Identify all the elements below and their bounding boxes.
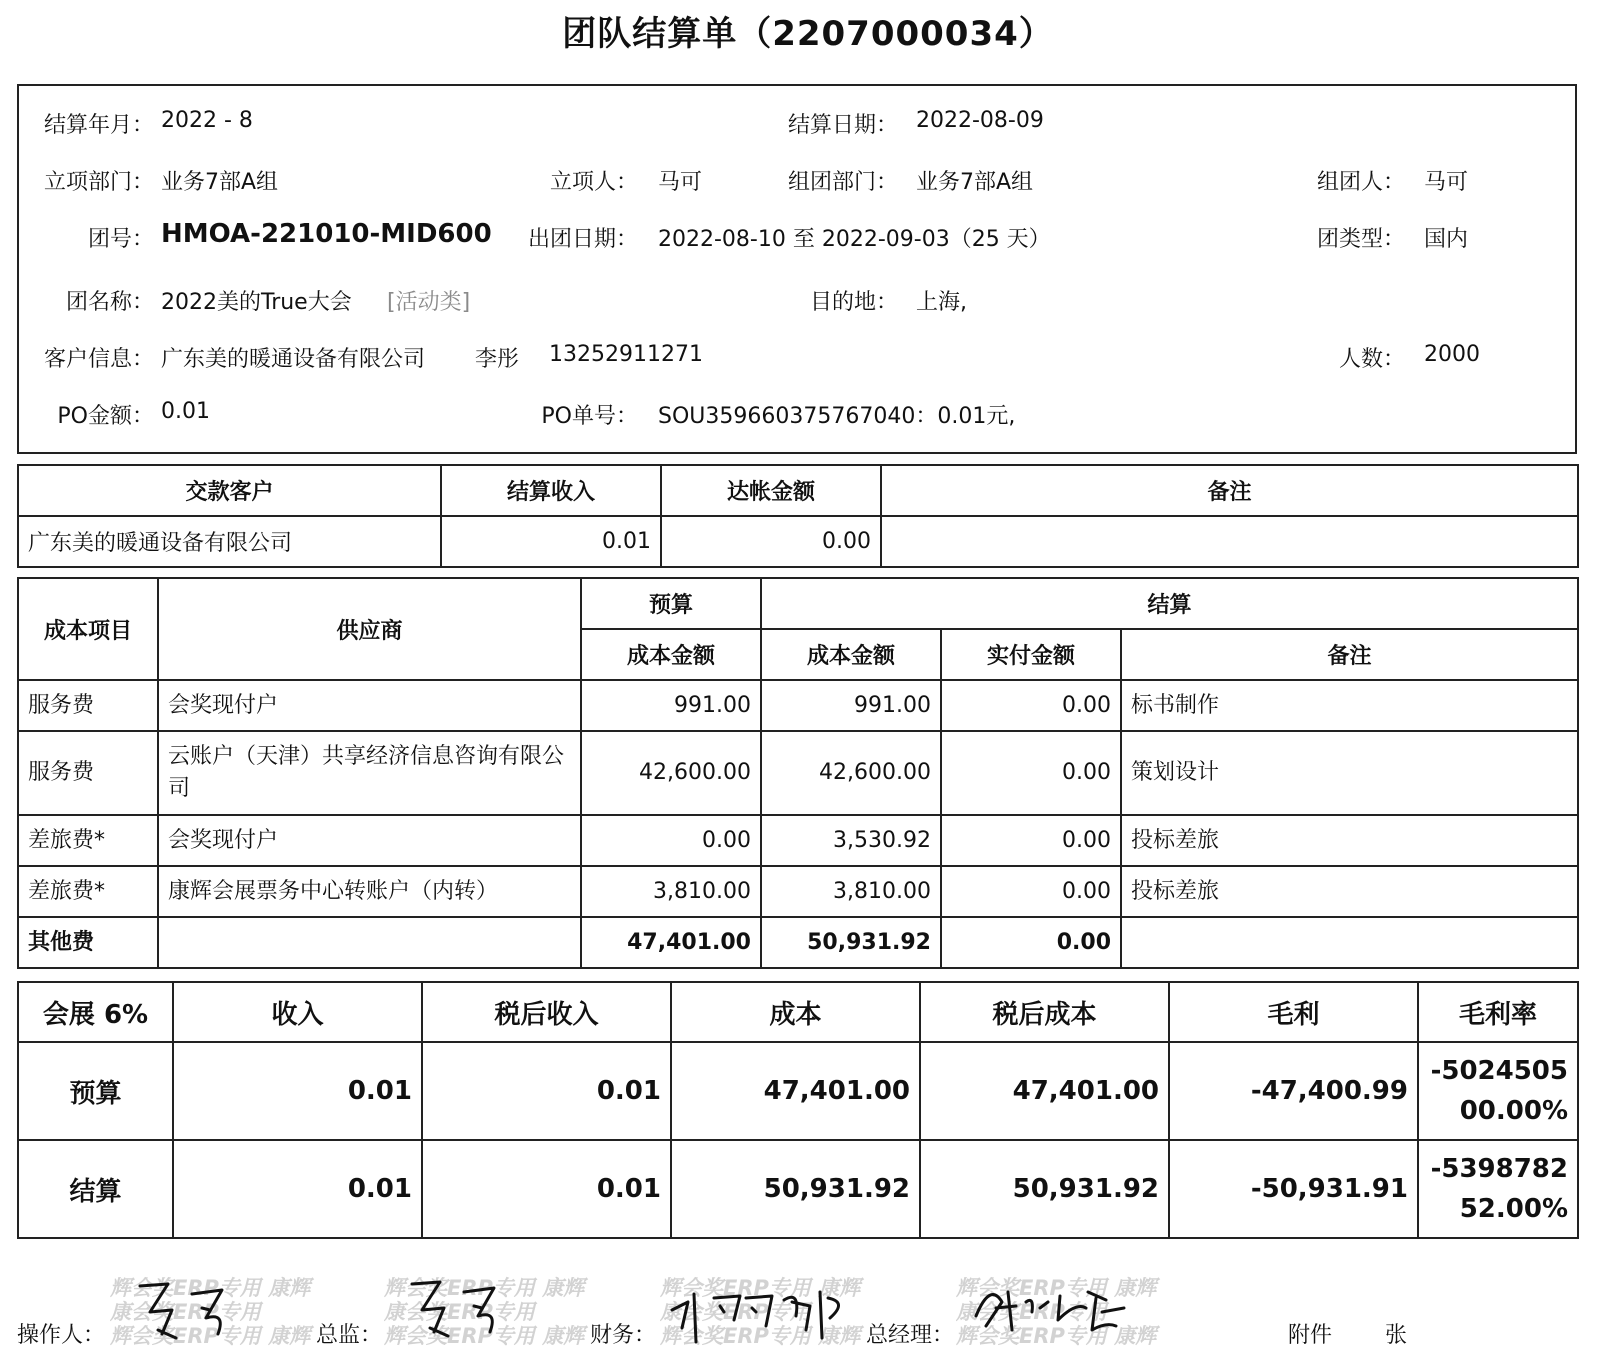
po-amount-label: PO金额： [57, 404, 154, 429]
cost-item: 差旅费* [18, 815, 158, 866]
group-person-label: 组团人： [1316, 170, 1405, 195]
summary-profit: -50,931.91 [1169, 1140, 1418, 1238]
cost-supplier: 云账户（天津）共享经济信息咨询有限公司 [158, 731, 581, 815]
cost-settle: 3,530.92 [761, 815, 941, 866]
summary-row-settlement [18, 1140, 1578, 1238]
people-label: 人数： [1338, 347, 1405, 372]
cost-note: 标书制作 [1121, 680, 1578, 731]
header-note: 备注 [881, 465, 1578, 516]
group-name-value: 2022美的True大会 [161, 290, 352, 315]
summary-margin-line1: -5398782 [1430, 1154, 1568, 1184]
cost-total-supplier [158, 917, 581, 968]
group-no-label: 团号： [87, 227, 154, 252]
header-after-tax-income: 税后收入 [422, 982, 671, 1042]
summary-margin-line2: 52.00% [1459, 1194, 1568, 1224]
attachment-label: 附件 [1288, 1323, 1333, 1348]
group-type-label: 团类型： [1316, 227, 1405, 252]
signature-scribble [384, 1272, 594, 1350]
settle-month-value: 2022 - 8 [161, 108, 253, 133]
director-signature: 辉会奖ERP专用 康辉 康会奖ERP专用 辉会奖ERP专用 康辉 [384, 1272, 594, 1350]
table-row [18, 516, 1578, 567]
cost-total-note [1121, 917, 1578, 968]
header-gross-profit: 毛利 [1169, 982, 1418, 1042]
customer-phone: 13252911271 [549, 342, 703, 367]
operator-signature: 辉会奖ERP专用 康辉 康会奖ERP专用 辉会奖ERP专用 康辉 [110, 1272, 320, 1350]
people-value: 2000 [1424, 342, 1480, 367]
project-person-label: 立项人： [549, 170, 638, 195]
header-settlement: 结算 [761, 578, 1578, 629]
cost-paid: 0.00 [941, 866, 1121, 917]
group-person-value: 马可 [1424, 170, 1469, 195]
customer-label: 客户信息： [43, 347, 154, 372]
header-paid-amount: 实付金额 [941, 629, 1121, 680]
cost-budget: 42,600.00 [581, 731, 761, 815]
cost-settle: 42,600.00 [761, 731, 941, 815]
cost-paid: 0.00 [941, 680, 1121, 731]
cost-supplier: 会奖现付户 [158, 680, 581, 731]
summary-row-budget [18, 1042, 1578, 1140]
summary-margin [1418, 1042, 1578, 1140]
payment-received: 0.00 [661, 516, 881, 567]
payment-note [881, 516, 1578, 567]
table-row [18, 731, 1578, 815]
signature-scribble [660, 1272, 870, 1350]
group-name-label: 团名称： [65, 290, 154, 315]
summary-margin [1418, 1140, 1578, 1238]
cost-settle: 3,810.00 [761, 866, 941, 917]
project-person-value: 马可 [658, 170, 703, 195]
depart-date-value: 2022-08-10 至 2022-09-03（25 天） [658, 227, 1051, 252]
summary-cost: 47,401.00 [671, 1042, 920, 1140]
customer-company: 广东美的暖通设备有限公司 [161, 347, 426, 372]
summary-table [17, 981, 1579, 1239]
cost-note: 策划设计 [1121, 731, 1578, 815]
group-category-tag: [活动类] [387, 290, 471, 315]
summary-margin-line1: -5024505 [1430, 1056, 1568, 1086]
cost-item: 差旅费* [18, 866, 158, 917]
po-no-label: PO单号： [541, 404, 638, 429]
header-budget: 预算 [581, 578, 761, 629]
info-panel [17, 84, 1577, 454]
table-row [18, 680, 1578, 731]
table-row [18, 815, 1578, 866]
group-no-value: HMOA-221010-MID600 [161, 219, 492, 249]
table-row [18, 866, 1578, 917]
payment-income: 0.01 [441, 516, 661, 567]
po-no-value: SOU359660375767040：0.01元, [658, 404, 1016, 429]
header-supplier: 供应商 [158, 578, 581, 680]
header-income: 收入 [173, 982, 422, 1042]
payment-table [17, 464, 1579, 568]
operator-label: 操作人： [17, 1323, 106, 1348]
po-amount-value: 0.01 [161, 399, 210, 424]
header-exhibition-rate: 会展 6% [18, 982, 173, 1042]
summary-label: 预算 [18, 1042, 173, 1140]
header-received-amount: 达帐金额 [661, 465, 881, 516]
director-label: 总监： [316, 1323, 383, 1348]
summary-cost: 50,931.92 [671, 1140, 920, 1238]
cost-table [17, 577, 1579, 969]
header-cost-item: 成本项目 [18, 578, 158, 680]
cost-note: 投标差旅 [1121, 815, 1578, 866]
cost-total-settle: 50,931.92 [761, 917, 941, 968]
cost-total-row [18, 917, 1578, 968]
header-gross-margin: 毛利率 [1418, 982, 1578, 1042]
summary-profit: -47,400.99 [1169, 1042, 1418, 1140]
settle-date-value: 2022-08-09 [916, 108, 1044, 133]
cost-total-budget: 47,401.00 [581, 917, 761, 968]
cost-total-paid: 0.00 [941, 917, 1121, 968]
group-dept-value: 业务7部A组 [916, 170, 1034, 195]
group-type-value: 国内 [1424, 227, 1469, 252]
signature-scribble [110, 1272, 320, 1350]
destination-label: 目的地： [809, 290, 898, 315]
cost-supplier: 康辉会展票务中心转账户（内转） [158, 866, 581, 917]
summary-label: 结算 [18, 1140, 173, 1238]
gm-signature: 辉会奖ERP专用 康辉 康会奖ERP专用 辉会奖ERP专用 康辉 [956, 1272, 1166, 1350]
project-dept-value: 业务7部A组 [161, 170, 279, 195]
project-dept-label: 立项部门： [43, 170, 154, 195]
cost-budget: 3,810.00 [581, 866, 761, 917]
summary-after-tax-income: 0.01 [422, 1042, 671, 1140]
payment-customer: 广东美的暖通设备有限公司 [18, 516, 441, 567]
header-settle-income: 结算收入 [441, 465, 661, 516]
summary-after-tax-income: 0.01 [422, 1140, 671, 1238]
header-cost: 成本 [671, 982, 920, 1042]
header-settle-cost: 成本金额 [761, 629, 941, 680]
summary-income: 0.01 [173, 1042, 422, 1140]
cost-paid: 0.00 [941, 815, 1121, 866]
finance-label: 财务： [590, 1323, 657, 1348]
cost-item: 服务费 [18, 680, 158, 731]
gm-label: 总经理： [866, 1323, 955, 1348]
cost-supplier: 会奖现付户 [158, 815, 581, 866]
summary-after-tax-cost: 47,401.00 [920, 1042, 1169, 1140]
summary-after-tax-cost: 50,931.92 [920, 1140, 1169, 1238]
cost-item: 服务费 [18, 731, 158, 815]
header-budget-cost: 成本金额 [581, 629, 761, 680]
cost-note: 投标差旅 [1121, 866, 1578, 917]
header-cost-note: 备注 [1121, 629, 1578, 680]
group-dept-label: 组团部门： [787, 170, 898, 195]
customer-contact: 李彤 [475, 347, 520, 372]
finance-signature: 辉会奖ERP专用 康辉 康会奖ERP专用 辉会奖ERP专用 康辉 [660, 1272, 870, 1350]
summary-margin-line2: 00.00% [1459, 1096, 1568, 1126]
summary-income: 0.01 [173, 1140, 422, 1238]
page-title: 团队结算单（2207000034） [562, 14, 1054, 54]
attachment-unit: 张 [1385, 1323, 1408, 1348]
cost-budget: 991.00 [581, 680, 761, 731]
cost-paid: 0.00 [941, 731, 1121, 815]
header-after-tax-cost: 税后成本 [920, 982, 1169, 1042]
header-paying-customer: 交款客户 [18, 465, 441, 516]
signature-scribble [956, 1272, 1166, 1350]
cost-settle: 991.00 [761, 680, 941, 731]
settle-month-label: 结算年月： [43, 113, 154, 138]
destination-value: 上海, [916, 290, 967, 315]
cost-budget: 0.00 [581, 815, 761, 866]
settle-date-label: 结算日期： [787, 113, 898, 138]
depart-date-label: 出团日期： [527, 227, 638, 252]
cost-total-label: 其他费 [18, 917, 158, 968]
